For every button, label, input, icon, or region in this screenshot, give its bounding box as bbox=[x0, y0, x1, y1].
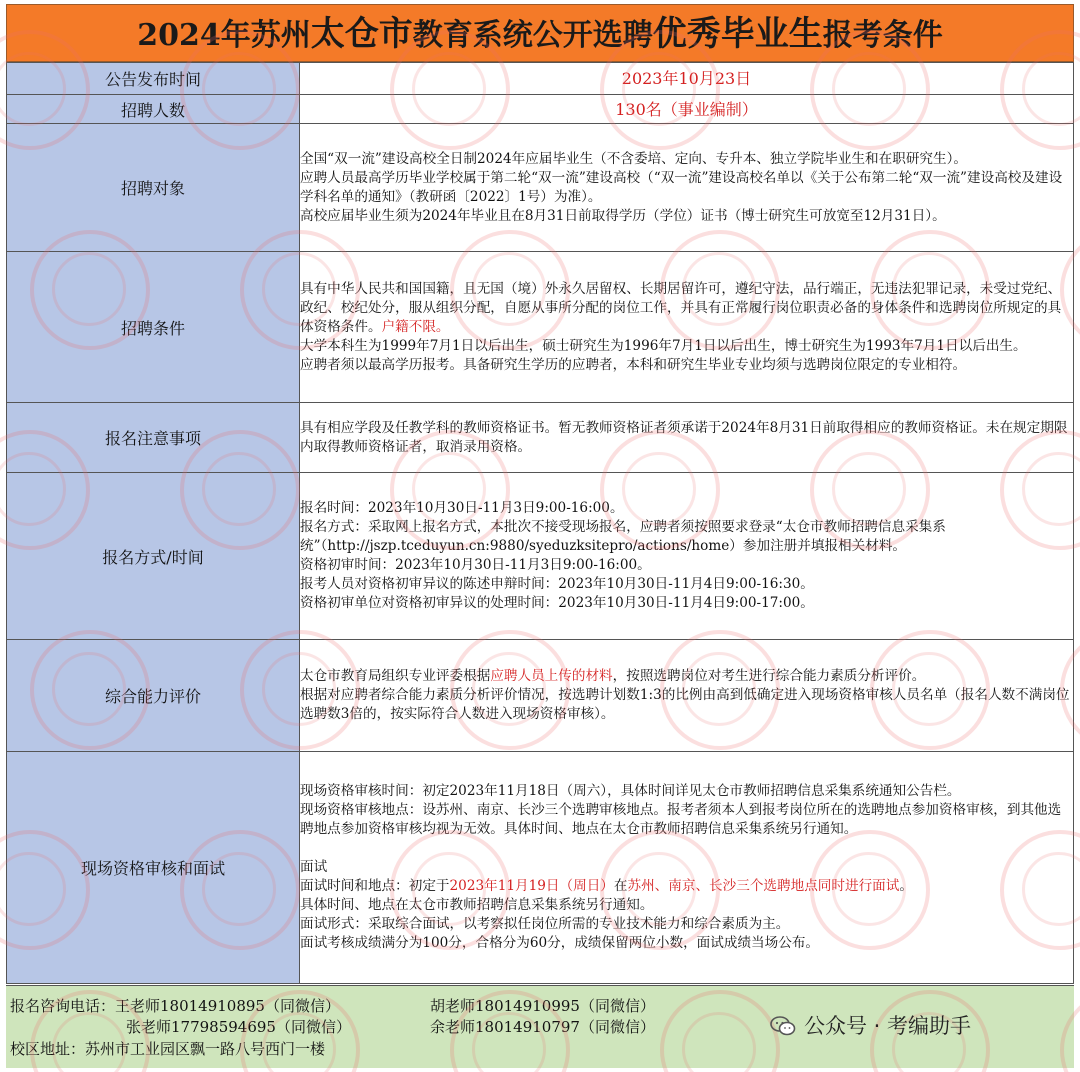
text-line: 资格初审时间：2023年10月30日-11月3日9:00-16:00。 bbox=[300, 557, 651, 573]
text-line: 根据对应聘者综合能力素质分析评价情况，按选聘计划数1:3的比例由高到低确定进入现场资格审核人员名单（报名人数不满岗位选聘数3倍的，按实际符合人数进入现场资格审核）。 bbox=[300, 687, 1070, 722]
text-line bbox=[300, 877, 1073, 896]
title-part: 教育系统公开选聘 bbox=[412, 18, 653, 53]
text-line: 具有相应学段及任教学科的教师资格证书。暂无教师资格证者须承诺于2024年8月31日前取得相应的教师资格证。未在规定期限内取得教师资格证者，取消录用资格。 bbox=[300, 419, 1068, 455]
table-row bbox=[7, 124, 1074, 252]
campus-address: 校区地址：苏州市工业园区飘一路八号西门一楼 bbox=[10, 1040, 326, 1058]
table-row bbox=[7, 63, 1074, 95]
table-row bbox=[7, 473, 1074, 640]
text-span: 具有中华人民共和国国籍，且无国（境）外永久居留权、长期居留许可，遵纪守法，品行端正，无违法犯罪记录，未受过党纪、政纪、校纪处分，服从组织分配，自愿从事所分配的岗位工作，并具有正常履行岗位职责必备的身体条件和选聘岗位所规定的具体资格条件。 bbox=[300, 280, 1062, 335]
row-label-review: 现场资格审核和面试 bbox=[7, 752, 300, 984]
conditions-content bbox=[300, 252, 1074, 403]
row-label-method: 报名方式/时间 bbox=[7, 473, 300, 640]
text-line: 高校应届毕业生须为2024年毕业且在8月31日前取得学历（学位）证书（博士研究生可放宽至12月31日）。 bbox=[300, 207, 946, 224]
notes-content bbox=[300, 403, 1074, 473]
row-label-date: 公告发布时间 bbox=[7, 63, 300, 95]
table-row bbox=[7, 752, 1074, 984]
title-part: 太仓市 bbox=[310, 14, 413, 54]
row-label-conditions: 招聘条件 bbox=[7, 252, 300, 403]
text-line: 报名时间：2023年10月30日-11月3日9:00-16:00。 bbox=[300, 500, 624, 516]
text-line: 面试 bbox=[300, 859, 328, 875]
text-line: 应聘人员最高学历毕业学校属于第二轮“双一流”建设高校（“双一流”建设高校名单以《关于公布第二轮“双一流”建设高校及建设学科名单的通知》（教研函〔2022〕1号）为准）。 bbox=[300, 169, 1063, 205]
brand-text: 公众号 · 考编助手 bbox=[804, 1014, 972, 1038]
spacer bbox=[300, 839, 1073, 858]
consult-phone-wang: 报名咨询电话：王老师18014910895（同微信） bbox=[10, 997, 340, 1015]
consult-phone-hu: 胡老师18014910995（同微信） bbox=[430, 997, 655, 1015]
title-part: 报考条件 bbox=[822, 18, 943, 53]
publish-date: 2023年10月23日 bbox=[300, 63, 1074, 95]
page-title bbox=[6, 4, 1074, 62]
text-span: 太仓市教育局组织专业评委根据 bbox=[300, 668, 491, 684]
text-line: 现场资格审核地点：设苏州、南京、长沙三个选聘审核地点。报考者须本人到报考岗位所在的选聘地点参加资格审核，到其他选聘地点参加资格审核均视为无效。具体时间、地点在太仓市教师招聘信息采集系统另行通知。 bbox=[300, 802, 1062, 837]
row-label-count: 招聘人数 bbox=[7, 95, 300, 124]
text-line: 面试考核成绩满分为100分，合格分为60分，成绩保留两位小数，面试成绩当场公布。 bbox=[300, 935, 820, 951]
wechat-icon bbox=[770, 1016, 796, 1036]
text-line: 具体时间、地点在太仓市教师招聘信息采集系统另行通知。 bbox=[300, 897, 654, 913]
method-content bbox=[300, 473, 1074, 640]
text-line bbox=[300, 280, 1073, 337]
review-content bbox=[300, 752, 1074, 984]
consult-phone-yu: 余老师18014910797（同微信） bbox=[430, 1018, 655, 1036]
table-row bbox=[7, 640, 1074, 752]
title-part: 2024年苏州 bbox=[137, 18, 311, 53]
target-content bbox=[300, 124, 1074, 252]
text-line: 资格初审单位对资格初审异议的处理时间：2023年10月30日-11月4日9:00-17:00。 bbox=[300, 595, 814, 611]
text-line: 应聘者须以最高学历报考。具备研究生学历的应聘者，本科和研究生毕业专业均须与选聘岗位限定的专业相符。 bbox=[300, 356, 967, 373]
recruit-count: 130名（事业编制） bbox=[300, 95, 1074, 124]
text-line: 面试形式：采取综合面试，以考察拟任岗位所需的专业技术能力和综合素质为主。 bbox=[300, 916, 790, 932]
text-line: 全国“双一流”建设高校全日制2024年应届毕业生（不含委培、定向、专升本、独立学院毕业生和在职研究生）。 bbox=[300, 150, 968, 167]
highlight-text: 2023年11月19日（周日） bbox=[449, 878, 614, 894]
text-span: 在 bbox=[613, 878, 628, 894]
text-line: 现场资格审核时间：初定2023年11月18日（周六），具体时间详见太仓市教师招聘信息采集系统通知公告栏。 bbox=[300, 783, 961, 799]
table-row bbox=[7, 252, 1074, 403]
consult-phone-zhang: 张老师17798594695（同微信） bbox=[126, 1018, 351, 1036]
row-label-notes: 报名注意事项 bbox=[7, 403, 300, 473]
table-row bbox=[7, 403, 1074, 473]
text-line: 报考人员对资格初审异议的陈述申辩时间：2023年10月30日-11月4日9:00-16:30。 bbox=[300, 576, 814, 592]
text-span: 。 bbox=[899, 878, 913, 894]
text-line: 大学本科生为1999年7月1日以后出生，硕士研究生为1996年7月1日以后出生，博士研究生为1993年7月1日以后出生。 bbox=[300, 337, 1027, 354]
text-line bbox=[300, 667, 1073, 686]
highlight-text: 苏州、南京、长沙三个选聘地点同时进行面试 bbox=[627, 878, 900, 894]
row-label-target: 招聘对象 bbox=[7, 124, 300, 252]
highlight-text: 户籍不限。 bbox=[381, 318, 450, 335]
text-span: 面试时间和地点：初定于 bbox=[300, 878, 450, 894]
highlight-text: 应聘人员上传的材料 bbox=[490, 668, 613, 684]
row-label-eval: 综合能力评价 bbox=[7, 640, 300, 752]
title-part: 优秀毕业生 bbox=[652, 14, 823, 54]
table-row bbox=[7, 95, 1074, 124]
official-account-brand bbox=[770, 1010, 971, 1040]
conditions-table bbox=[6, 62, 1074, 984]
text-line: 报名方式：采取网上报名方式，本批次不接受现场报名，应聘者须按照要求登录“太仓市教师招聘信息采集系统”（http://jszp.tceduyun.cn:9880/syeduzksitepro/actions/home）参加注册并填报相关材料。 bbox=[300, 519, 946, 554]
eval-content bbox=[300, 640, 1074, 752]
text-span: ，按照选聘岗位对考生进行综合能力素质分析评价。 bbox=[612, 668, 926, 684]
